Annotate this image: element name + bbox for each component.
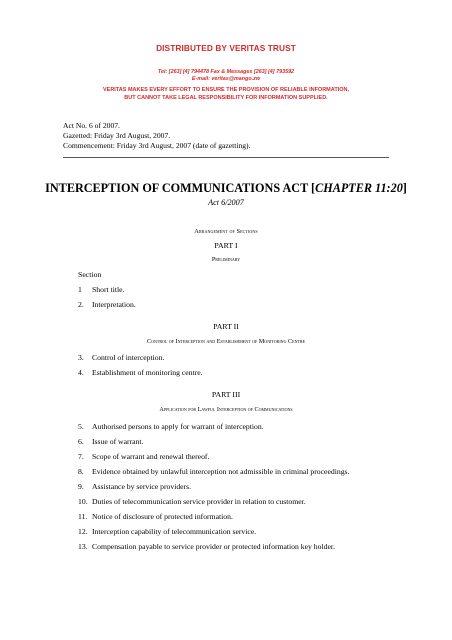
section-title: Short title. bbox=[92, 285, 125, 294]
section-title: Interception capability of telecommunication service. bbox=[92, 527, 257, 536]
list-item bbox=[78, 437, 143, 446]
distributor-banner-title: DISTRIBUTED BY VERITAS TRUST bbox=[156, 43, 296, 53]
list-item bbox=[78, 300, 136, 309]
contact-email-line: E-mail: veritas@mango.zw bbox=[191, 76, 261, 82]
section-number: 12. bbox=[78, 527, 88, 536]
commencement-date: Commencement: Friday 3rd August, 2007 (date of gazetting). bbox=[63, 141, 251, 150]
act-chapter: CHAPTER 11:20 bbox=[315, 181, 403, 195]
act-number: Act No. 6 of 2007. bbox=[63, 121, 120, 130]
part-2-label: PART II bbox=[213, 322, 239, 331]
section-title: Evidence obtained by unlawful interception not admissible in criminal proceedings. bbox=[92, 467, 350, 476]
part-1-heading: Preliminary bbox=[211, 256, 241, 263]
act-title-text: INTERCEPTION OF COMMUNICATIONS ACT [ bbox=[45, 181, 316, 195]
section-title: Notice of disclosure of protected information. bbox=[92, 512, 233, 521]
horizontal-divider bbox=[63, 157, 389, 158]
section-title: Compensation payable to service provider or protected information key holder. bbox=[92, 542, 335, 551]
section-number: 5. bbox=[78, 422, 84, 431]
list-item bbox=[78, 497, 306, 506]
act-title-bracket: ] bbox=[402, 181, 407, 195]
section-number: 2. bbox=[78, 300, 84, 309]
section-title: Scope of warrant and renewal thereof. bbox=[92, 452, 210, 461]
section-number: 13. bbox=[78, 542, 88, 551]
part-3-label: PART III bbox=[211, 390, 241, 399]
act-title bbox=[0, 181, 452, 196]
list-item bbox=[78, 368, 203, 377]
disclaimer-line-1: VERITAS MAKES EVERY EFFORT TO ENSURE THE PROVISION OF RELIABLE INFORMATION, bbox=[103, 87, 349, 93]
disclaimer-line-2: BUT CANNOT TAKE LEGAL RESPONSIBILITY FOR INFORMATION SUPPLIED. bbox=[124, 95, 328, 101]
section-number: 7. bbox=[78, 452, 84, 461]
arrangement-heading bbox=[0, 228, 452, 235]
list-item bbox=[78, 482, 191, 491]
section-title: Assistance by service providers. bbox=[92, 482, 192, 491]
section-title: Establishment of monitoring centre. bbox=[92, 368, 203, 377]
section-title: Interpretation. bbox=[92, 300, 136, 309]
list-item bbox=[78, 353, 164, 362]
section-number: 9. bbox=[78, 482, 84, 491]
section-number: 8. bbox=[78, 467, 84, 476]
section-title: Issue of warrant. bbox=[92, 437, 144, 446]
part-2-heading: Control of Interception and Establishment of Monitoring Centre bbox=[146, 338, 306, 345]
list-item bbox=[78, 452, 209, 461]
section-number: 6. bbox=[78, 437, 84, 446]
list-item bbox=[78, 422, 264, 431]
list-item bbox=[78, 542, 335, 551]
part-3-heading: Application for Lawful Interception of Communications bbox=[159, 406, 293, 413]
list-item bbox=[78, 467, 349, 476]
list-item bbox=[78, 527, 256, 536]
section-column-label: Section bbox=[78, 270, 102, 279]
section-number: 10. bbox=[78, 497, 88, 506]
section-number: 11. bbox=[78, 512, 88, 521]
section-title: Duties of telecommunication service provider in relation to customer. bbox=[92, 497, 306, 506]
gazetted-date: Gazetted: Friday 3rd August, 2007. bbox=[63, 131, 171, 140]
section-number: 1 bbox=[78, 285, 82, 294]
section-number: 4. bbox=[78, 368, 84, 377]
part-1-label: PART I bbox=[214, 241, 238, 250]
section-title: Authorised persons to apply for warrant of interception. bbox=[92, 422, 264, 431]
contact-phone-line: Tel: [263] [4] 794478 Fax & Messages [263] [4] 793592 bbox=[157, 69, 295, 75]
act-subtitle: Act 6/2007 bbox=[208, 198, 244, 207]
list-item bbox=[78, 512, 233, 521]
arrangement-heading-text: Arrangement of Sections bbox=[194, 228, 258, 235]
list-item bbox=[78, 285, 124, 294]
section-title: Control of interception. bbox=[92, 353, 165, 362]
section-number: 3. bbox=[78, 353, 84, 362]
